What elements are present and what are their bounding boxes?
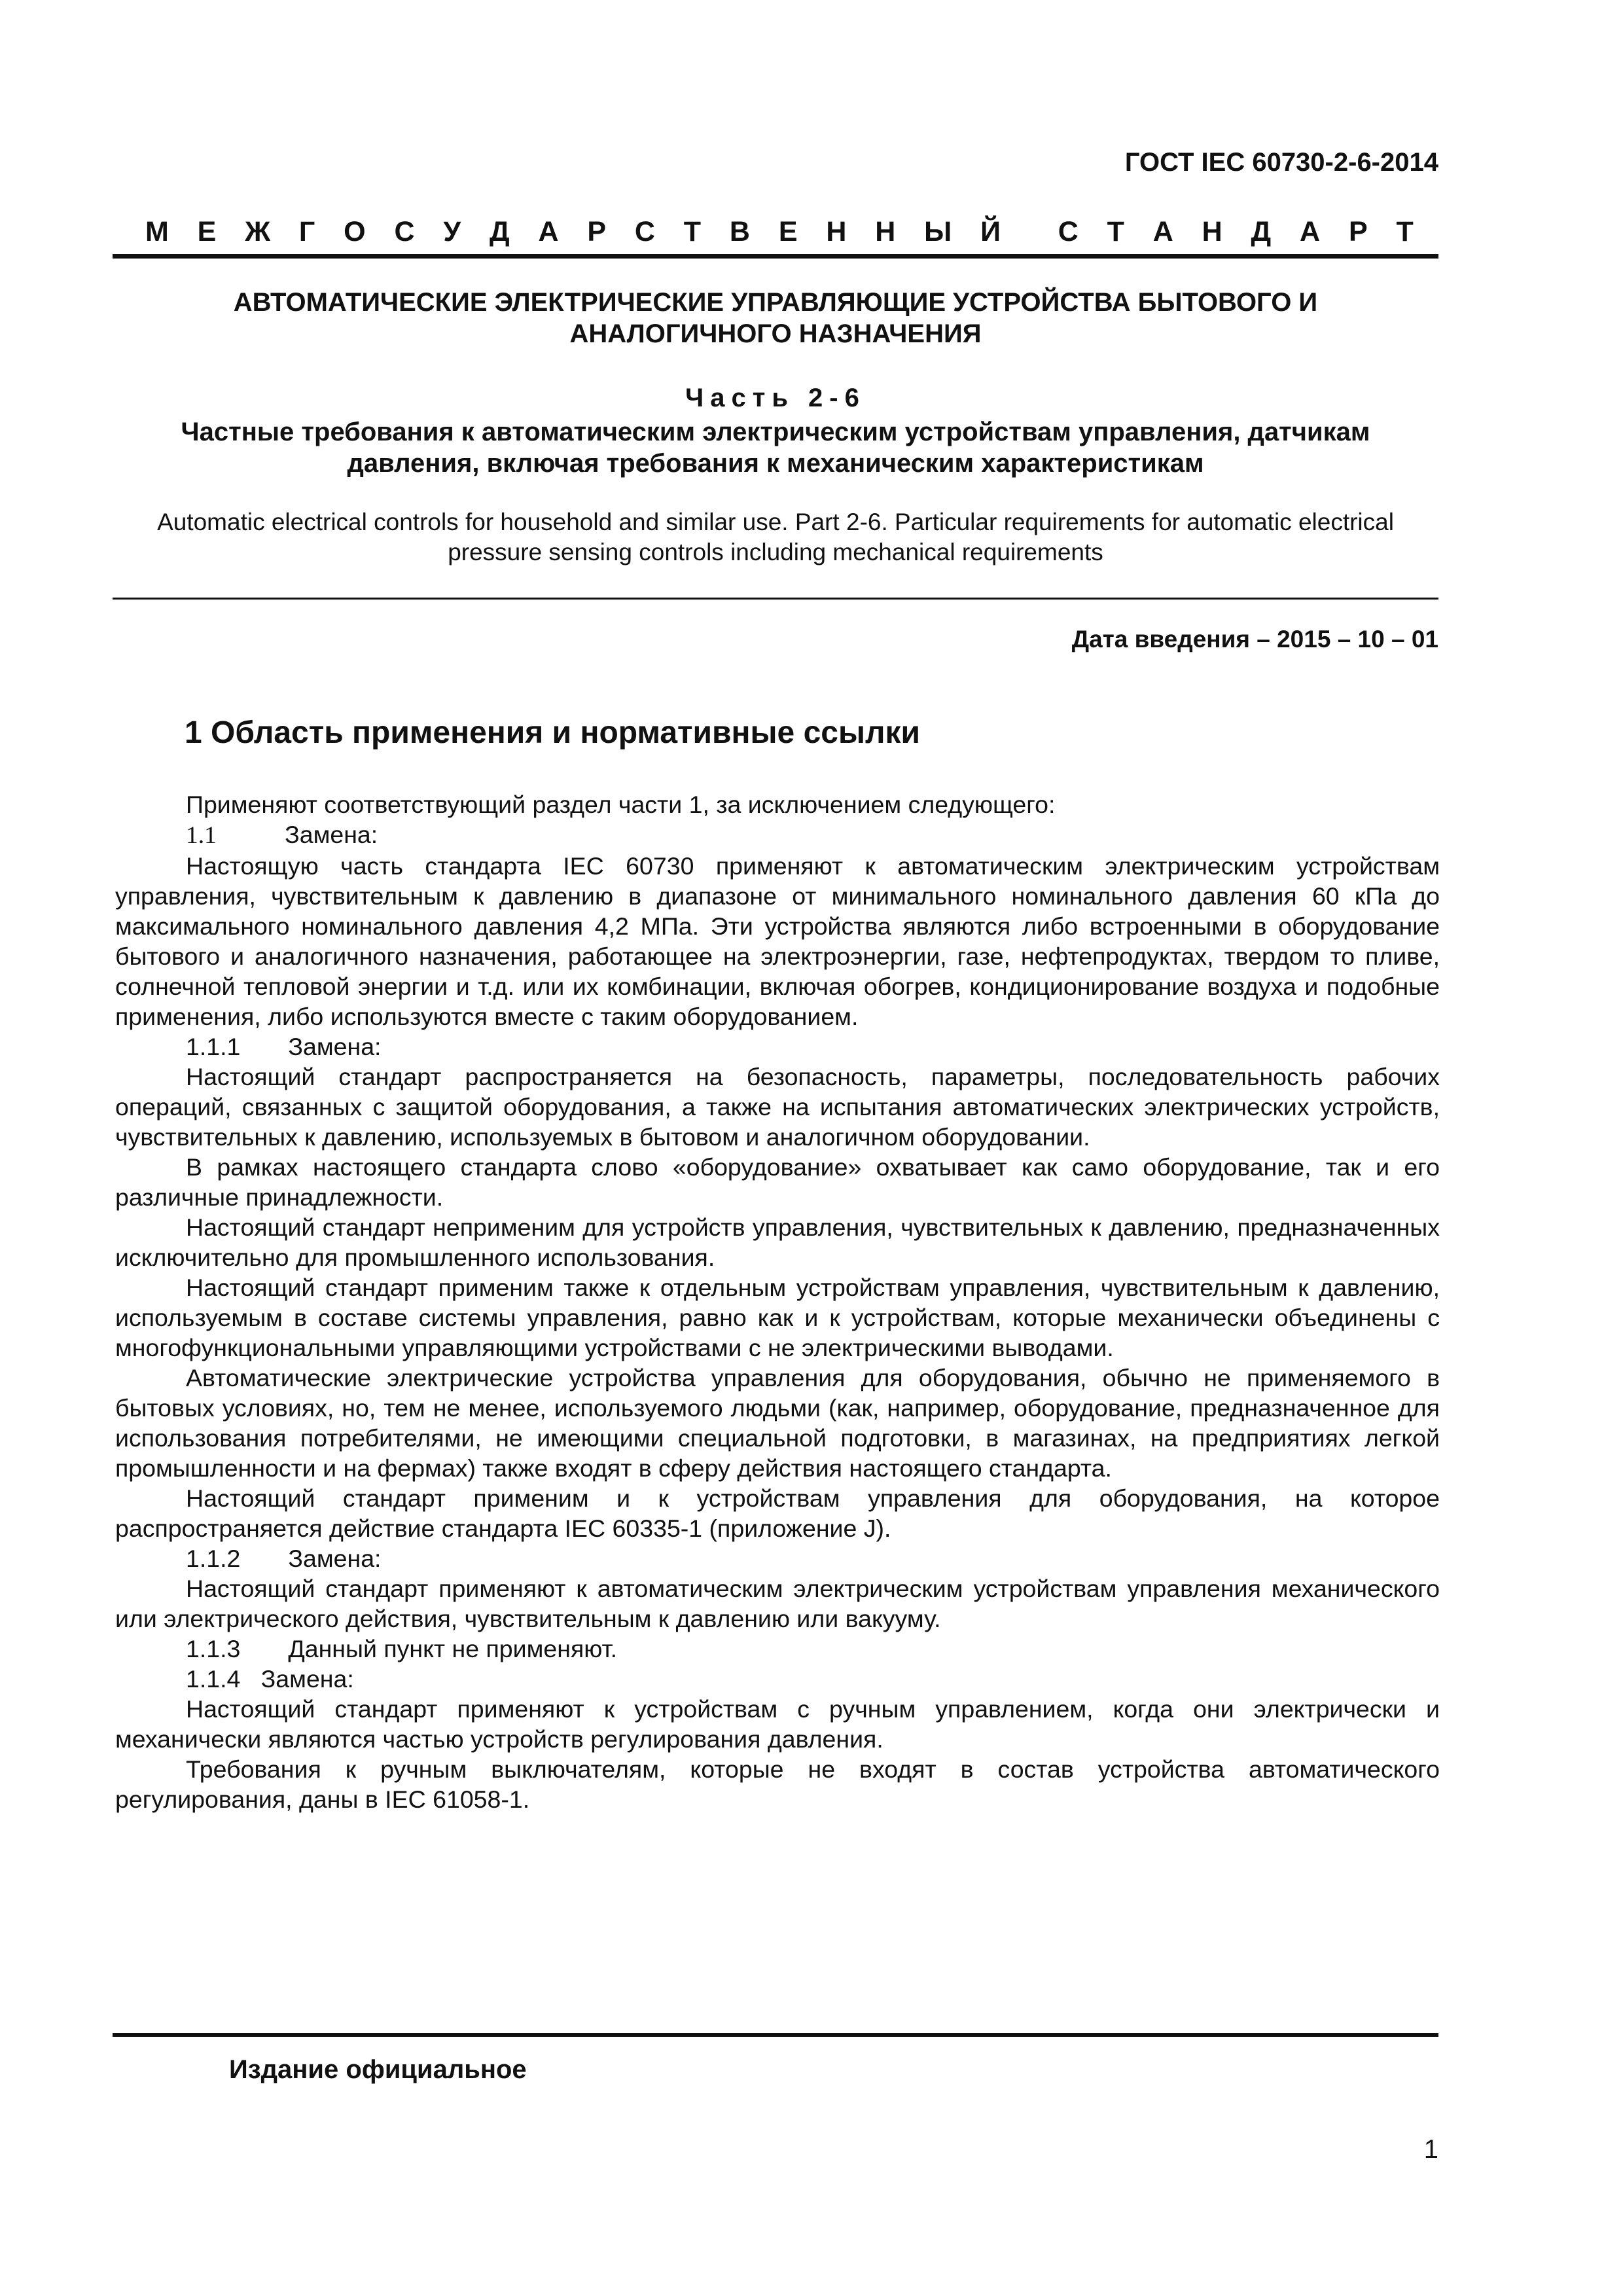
english-title bbox=[113, 507, 1438, 567]
page-number: 1 bbox=[1423, 2135, 1438, 2164]
paragraph: В рамках настоящего стандарта слово «оборудование» охватывает как само оборудование, так и его различные принадлежности. bbox=[115, 1153, 1440, 1211]
interstate-standard-banner bbox=[145, 216, 1414, 248]
paragraph: Применяют соответствующий раздел части 1, за исключением следующего: bbox=[186, 791, 1056, 818]
banner-letter: С bbox=[634, 216, 655, 247]
paragraph: Настоящий стандарт неприменим для устройств управления, чувствительных к давлению, предназначенных исключительно для промышленного использования. bbox=[115, 1213, 1440, 1271]
subtitle-line: Частные требования к автоматическим электрическим устройствам управления, датчикам bbox=[181, 418, 1370, 446]
clause-label: Замена: bbox=[285, 821, 378, 848]
banner-letter: Н bbox=[826, 216, 847, 247]
banner-letter: У bbox=[443, 216, 461, 247]
clause-number: 1.1.2 Замена: bbox=[186, 1545, 382, 1572]
english-title-line: pressure sensing controls including mechanical requirements bbox=[448, 539, 1103, 565]
banner-letter: А bbox=[538, 216, 559, 247]
banner-letter: С bbox=[1058, 216, 1079, 247]
paragraph: Настоящий стандарт применяют к автоматическим электрическим устройствам управления механического или электрического действия, чувствительным к давлению или вакууму. bbox=[115, 1575, 1440, 1632]
paragraph: Автоматические электрические устройства управления для оборудования, обычно не применяемого в бытовых условиях, но, тем не менее, используемого людьми (как, например, оборудование, предназначенное для использования потребителями, не имеющими специальной подготовки, в магазинах, на предприятиях легкой промышленности и на фермах) также входят в сферу действия настоящего стандарта. bbox=[115, 1364, 1440, 1482]
title-line: АВТОМАТИЧЕСКИЕ ЭЛЕКТРИЧЕСКИЕ УПРАВЛЯЮЩИЕ УСТРОЙСТВА БЫТОВОГО И bbox=[233, 288, 1318, 317]
footer-rule bbox=[113, 2033, 1438, 2037]
banner-letter: О bbox=[344, 216, 366, 247]
paragraph: Настоящий стандарт применяют к устройствам с ручным управлением, когда они электрически и механически являются частью устройств регулирования давления. bbox=[115, 1695, 1440, 1753]
banner-letter: Д bbox=[489, 216, 510, 247]
edition-label: Издание официальное bbox=[229, 2055, 527, 2084]
banner-letter: Е bbox=[197, 216, 217, 247]
banner-letter: М bbox=[145, 216, 169, 247]
banner-letter: Т bbox=[1396, 216, 1414, 247]
paragraph: Настоящий стандарт распространяется на безопасность, параметры, последовательность рабочих операций, связанных с защитой оборудования, а также на испытания автоматических электрических устройств, чувствительных к давлению, используемых в бытовом и аналогичном оборудовании. bbox=[115, 1063, 1440, 1151]
banner-letter: Г bbox=[298, 216, 315, 247]
part-label: Часть 2-6 bbox=[685, 384, 866, 412]
banner-letter: Н bbox=[875, 216, 896, 247]
banner-letter: Т bbox=[1107, 216, 1124, 247]
section-heading: 1 Область применения и нормативные ссылки bbox=[185, 715, 920, 750]
banner-letter: Р bbox=[587, 216, 607, 247]
paragraph: Настоящий стандарт применим и к устройствам управления для оборудования, на которое распространяется действие стандарта IEC 60335-1 (приложение J). bbox=[115, 1484, 1440, 1542]
banner-letter: Й bbox=[980, 216, 1001, 247]
banner-letter: Н bbox=[1202, 216, 1222, 247]
clause-number: 1.1.3 Данный пункт не применяют. bbox=[186, 1635, 617, 1662]
banner-letter: С bbox=[394, 216, 415, 247]
clause-number: 1.1.1 Замена: bbox=[186, 1033, 382, 1060]
banner-letter: А bbox=[1300, 216, 1321, 247]
banner-letter: Д bbox=[1251, 216, 1272, 247]
document-subtitle bbox=[113, 416, 1438, 479]
english-title-line: Automatic electrical controls for household and similar use. Part 2-6. Particular requirements for automatic electrical bbox=[157, 509, 1394, 535]
title-rule bbox=[113, 598, 1438, 600]
paragraph: Требования к ручным выключателям, которые не входят в состав устройства автоматического регулирования, даны в IEC 61058-1. bbox=[115, 1755, 1440, 1813]
banner-letter: Ы bbox=[924, 216, 952, 247]
title-line: АНАЛОГИЧНОГО НАЗНАЧЕНИЯ bbox=[569, 319, 982, 348]
document-title bbox=[113, 287, 1438, 350]
banner-letter: Р bbox=[1348, 216, 1368, 247]
banner-letter: А bbox=[1152, 216, 1173, 247]
header-rule bbox=[113, 254, 1438, 259]
clause-number-text: 1.1 bbox=[186, 822, 217, 849]
banner-letter: Е bbox=[778, 216, 798, 247]
clause-number bbox=[115, 819, 1440, 851]
section-body bbox=[115, 789, 1440, 1814]
subtitle-line: давления, включая требования к механическим характеристикам bbox=[347, 449, 1204, 478]
banner-letter: В bbox=[729, 216, 750, 247]
clause-number: 1.1.4 Замена: bbox=[186, 1665, 354, 1693]
standard-id: ГОСТ IEC 60730-2-6-2014 bbox=[1124, 148, 1438, 177]
banner-letter: Т bbox=[683, 216, 702, 247]
paragraph: Настоящую часть стандарта IEC 60730 применяют к автоматическим электрическим устройствам управления, чувствительным к давлению в диапазоне от минимального номинального давления 60 кПа до максимального номинального давления 4,2 МПа. Эти устройства являются либо встроенными в оборудование бытового и аналогичного назначения, работающее на электроэнергии, газе, нефтепродуктах, твердом то пливе, солнечной тепловой энергии и т.д. или их комбинации, включая обогрев, кондиционирование воздуха и подобные применения, либо используются вместе с таким оборудованием. bbox=[115, 852, 1440, 1030]
introduction-date: Дата введения – 2015 – 10 – 01 bbox=[1071, 626, 1438, 653]
banner-letter: Ж bbox=[245, 216, 271, 247]
paragraph: Настоящий стандарт применим также к отдельным устройствам управления, чувствительным к давлению, используемым в составе системы управления, равно как и к устройствам, которые механически объединены с многофункциональными управляющими устройствами с не электрическими выводами. bbox=[115, 1274, 1440, 1361]
